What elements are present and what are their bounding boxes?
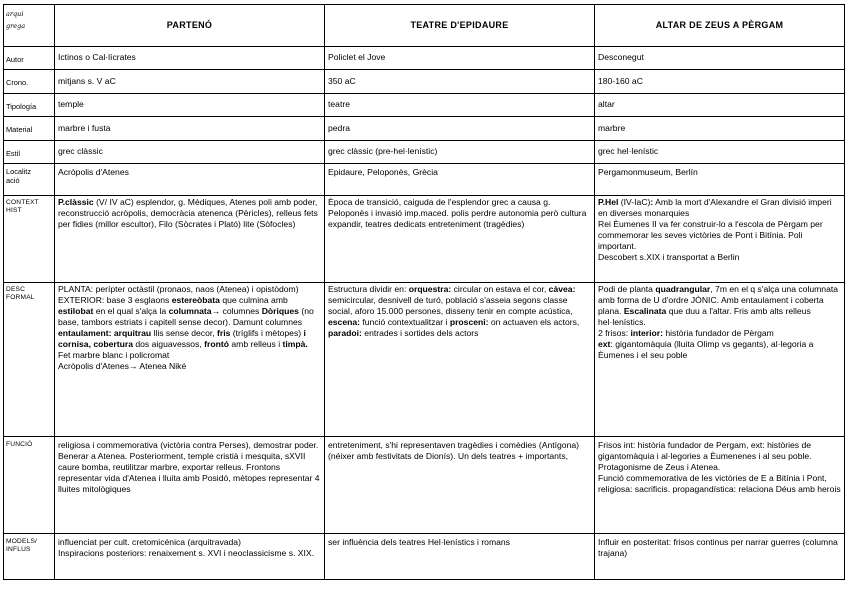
table-row bbox=[4, 164, 845, 196]
cell-models-parteno bbox=[55, 534, 325, 580]
text-bold: timpà. bbox=[282, 339, 308, 349]
text-run: (V/ IV aC) esplendor, g. Mèdiques, Atenes poli amb poder, reconstrucció acròpolis, democràcia atenenca (Pèricles), relleus fets per fidies (millor escultor), Filo (Sòcrates i Plató) lite (Sòfocles) bbox=[58, 197, 318, 229]
row-label-models-2: INFLUS bbox=[6, 546, 31, 553]
column-header-altar-zeus: ALTAR DE ZEUS A PÈRGAM bbox=[595, 5, 845, 47]
text-bold: Escalinata bbox=[623, 306, 667, 316]
cell-tipologia-epidaure: teatre bbox=[325, 94, 595, 117]
cell-funcio-altar bbox=[595, 437, 845, 534]
row-label-funcio: FUNCIÓ bbox=[4, 437, 55, 534]
text-run: circular on estava el cor, bbox=[451, 284, 549, 294]
row-label-desc-2: FORMAL bbox=[6, 294, 35, 301]
table-row bbox=[4, 196, 845, 283]
row-label-context-2: HIST bbox=[6, 207, 22, 214]
text-run: EXTERIOR: base 3 esglaons bbox=[58, 295, 172, 305]
cell-funcio-epidaure: entreteniment, s'hi representaven tragèdies i comèdies (Antígona) (néixer amb festivitats de Dionís). Un dels teatres + importants, bbox=[325, 437, 595, 534]
text-bold: P.Hel bbox=[598, 197, 619, 207]
cell-estil-parteno: grec clàssic bbox=[55, 141, 325, 164]
cell-crono-parteno: mitjans s. V aC bbox=[55, 70, 325, 94]
text-run: dos aiguavessos, bbox=[132, 339, 205, 349]
table-row bbox=[4, 47, 845, 70]
corner-line-1: arqui bbox=[6, 10, 24, 18]
table-row bbox=[4, 437, 845, 534]
cell-estil-epidaure: grec clàssic (pre-hel·lenístic) bbox=[325, 141, 595, 164]
cell-desc-parteno bbox=[55, 283, 325, 437]
row-label-models-1: MODELS/ bbox=[6, 538, 38, 545]
row-label-tipologia: Tipología bbox=[4, 94, 55, 117]
cell-tipologia-altar: altar bbox=[595, 94, 845, 117]
text-bold: i cornisa, cobertura bbox=[58, 328, 306, 349]
text-run: 2 frisos: bbox=[598, 328, 631, 338]
text-bold: fris bbox=[217, 328, 231, 338]
text-run: llis sense decor, bbox=[151, 328, 218, 338]
cell-context-epidaure: Època de transició, caiguda de l'esplendor grec a causa g. Peloponès i invasió imp.maced. polis perdre autonomia però cultura expandir, teatres dedicats entreteniment (tragèdies) bbox=[325, 196, 595, 283]
text-run: : gigantomàquia (lluita Olimp vs gegants), al·legoria a Èumenes i el seu poble bbox=[598, 339, 814, 360]
text-bold: Dòriques bbox=[261, 306, 299, 316]
cell-tipologia-parteno: temple bbox=[55, 94, 325, 117]
text-run: Podi de planta bbox=[598, 284, 656, 294]
cell-localitzacio-altar: Pergamonmuseum, Berlín bbox=[595, 164, 845, 196]
row-label-context-1: CONTEXT bbox=[6, 199, 39, 206]
text-line: Funció commemorativa de les victòries de E a Bitínia i Pont, religiosa: sacrificis. propagandística: relaciona Déus amb herois bbox=[598, 473, 841, 494]
cell-material-parteno: marbre i fusta bbox=[55, 117, 325, 141]
corner-label bbox=[4, 5, 55, 47]
text-bold: quadrangular bbox=[655, 284, 711, 294]
text-run: on actuaven els actors, bbox=[488, 317, 580, 327]
table-row bbox=[4, 94, 845, 117]
text-bold: escena: bbox=[328, 317, 361, 327]
text-bold: interior: bbox=[630, 328, 663, 338]
text-bold: càvea: bbox=[548, 284, 576, 294]
text-bold: frontó bbox=[204, 339, 229, 349]
text-line: Frisos int: història fundador de Pergam, ext: històries de gigantomàquia i al·legories a Èumenenes i al seu poble. Protagonisme de Zeus i Atenea. bbox=[598, 440, 812, 472]
text-run: en el qual s'alça la bbox=[93, 306, 169, 316]
cell-material-altar: marbre bbox=[595, 117, 845, 141]
text-run: (no base, tambors estriats i capitell sense decor). Damunt columnes bbox=[58, 306, 314, 327]
text-bold: estereòbata bbox=[171, 295, 220, 305]
text-run: que duu a l'altar. Fris amb alts relleus hel·lenístics. bbox=[598, 306, 811, 327]
text-line: Descobert s.XIX i transportat a Berlin bbox=[598, 252, 740, 262]
cell-localitzacio-parteno: Acròpolis d'Atenes bbox=[55, 164, 325, 196]
cell-models-altar: Influir en posteritat: frisos continus per narrar guerres (columna trajana) bbox=[595, 534, 845, 580]
row-label-context bbox=[4, 196, 55, 283]
cell-localitzacio-epidaure: Epidaure, Peloponès, Grècia bbox=[325, 164, 595, 196]
row-label-estil: Estil bbox=[4, 141, 55, 164]
text-line: PLANTA: perípter octàstil (pronaos, naos (Atenea) i opistòdom) bbox=[58, 284, 299, 294]
row-label-localitzacio-1: Localitz bbox=[6, 167, 32, 176]
text-line: Rei Èumenes II va fer construir-lo a l'escola de Pèrgam per commemorar les seves victòries de Pont i Bitínia. Poli important. bbox=[598, 219, 823, 251]
row-label-desc-1: DESC bbox=[6, 286, 26, 293]
table-row bbox=[4, 117, 845, 141]
cell-models-epidaure: ser influència dels teatres Hel·lenístics i romans bbox=[325, 534, 595, 580]
text-line: influenciat per cult. cretomicénica (arquitravada) bbox=[58, 537, 241, 547]
column-header-parteno: PARTENÓ bbox=[55, 5, 325, 47]
column-header-teatre-epidaure: TEATRE D'EPIDAURE bbox=[325, 5, 595, 47]
text-bold: columnata bbox=[168, 306, 212, 316]
cell-autor-epidaure: Policlet el Jove bbox=[325, 47, 595, 70]
cell-context-parteno bbox=[55, 196, 325, 283]
text-line bbox=[598, 284, 841, 328]
row-label-localitzacio bbox=[4, 164, 55, 196]
text-run: Amb la mort d'Alexandre el Gran divisió imperi en diverses monarquies bbox=[598, 197, 832, 218]
row-label-autor: Autor bbox=[4, 47, 55, 70]
table-header-row bbox=[4, 5, 845, 47]
cell-desc-epidaure bbox=[325, 283, 595, 437]
text-line: Acròpolis d'Atenes→ Atenea Niké bbox=[58, 361, 187, 371]
text-bold: paradoi: bbox=[328, 328, 362, 338]
text-run: (tríglifs i mètopes) bbox=[230, 328, 304, 338]
text-line: Inspiracions posteriors: renaixement s. XVI i neoclassicisme s. XIX. bbox=[58, 548, 315, 558]
text-bold: ext bbox=[598, 339, 611, 349]
text-run: Fet marbre blanc i policromat bbox=[58, 350, 170, 360]
cell-autor-altar: Desconegut bbox=[595, 47, 845, 70]
text-bold: prosceni: bbox=[449, 317, 489, 327]
text-run: funció contextualitzar i bbox=[360, 317, 450, 327]
cell-crono-epidaure: 350 aC bbox=[325, 70, 595, 94]
text-bold: P.clàssic bbox=[58, 197, 94, 207]
text-bold: orquestra: bbox=[408, 284, 452, 294]
row-label-localitzacio-2: ació bbox=[6, 176, 20, 185]
cell-autor-parteno: Ictinos o Cal·lícrates bbox=[55, 47, 325, 70]
cell-crono-altar: 180-160 aC bbox=[595, 70, 845, 94]
text-line bbox=[598, 339, 841, 361]
text-run: (IV-IaC) bbox=[618, 197, 651, 207]
table-row bbox=[4, 70, 845, 94]
text-run: entrades i sortides dels actors bbox=[361, 328, 479, 338]
text-run: , 7m en el q s'alça una columnata amb forma de U d'ordre JÒNIC. Amb entaulament i coberta plana. bbox=[598, 284, 839, 316]
text-bold: : bbox=[650, 197, 654, 207]
table-row bbox=[4, 534, 845, 580]
table-row bbox=[4, 141, 845, 164]
cell-context-altar bbox=[595, 196, 845, 283]
row-label-crono: Crono. bbox=[4, 70, 55, 94]
table-row bbox=[4, 283, 845, 437]
row-label-models bbox=[4, 534, 55, 580]
cell-desc-altar bbox=[595, 283, 845, 437]
text-run: Estructura dividir en: bbox=[328, 284, 409, 294]
text-run: → columnes bbox=[211, 306, 262, 316]
cell-material-epidaure: pedra bbox=[325, 117, 595, 141]
corner-line-2: grega bbox=[6, 22, 26, 30]
text-line bbox=[598, 328, 841, 339]
text-run: que culmina amb bbox=[219, 295, 288, 305]
text-run: història fundador de Pèrgam bbox=[662, 328, 774, 338]
text-run: amb relleus i bbox=[229, 339, 283, 349]
text-bold: estilobat bbox=[58, 306, 94, 316]
row-label-desc bbox=[4, 283, 55, 437]
cell-funcio-parteno: religiosa i commemorativa (victòria contra Perses), demostrar poder. Benerar a Atenea. Posteriorment, temple cristià i mesquita, sXVII caure bomba, reutilitzar marbre, exportar relleus. Frontons representar vida d'Atenea i lluita amb Posidó, mètopes representar 4 lluites mitològiques bbox=[55, 437, 325, 534]
row-label-material: Material bbox=[4, 117, 55, 141]
cell-estil-altar: grec hel·lenístic bbox=[595, 141, 845, 164]
text-run: semicircular, desnivell de turó, població s'asseia segons classe social, aforo 15.000 persones, disseny tenir en compte acústica, bbox=[328, 295, 573, 316]
comparison-table bbox=[3, 4, 845, 580]
text-line bbox=[58, 295, 321, 361]
text-bold: entaulament: arquitrau bbox=[58, 328, 152, 338]
text-line bbox=[598, 197, 841, 219]
